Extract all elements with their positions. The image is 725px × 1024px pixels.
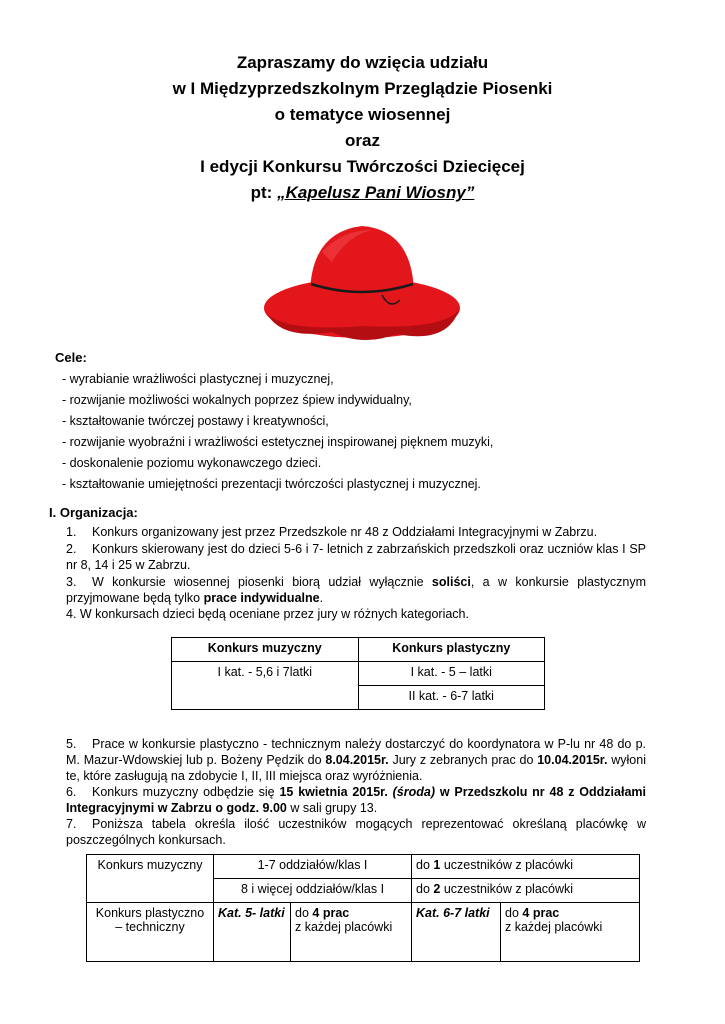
title-line-4: oraz xyxy=(345,131,380,150)
art-category-cell: II kat. - 6-7 latki xyxy=(358,686,545,710)
units-range-cell: 8 i więcej oddziałów/klas I xyxy=(214,879,412,903)
org-point-3 xyxy=(66,574,646,606)
goal-item: - doskonalenie poziomu wykonawczego dzieci. xyxy=(62,456,322,470)
title-line-1: Zapraszamy do wzięcia udziału xyxy=(236,53,489,72)
point-text: Konkurs muzyczny odbędzie się xyxy=(92,785,280,799)
category-cell: Kat. 5- latki xyxy=(214,903,291,962)
art-category-cell: I kat. - 5 – latki xyxy=(358,662,545,686)
point-number: 3. xyxy=(66,575,77,589)
red-hat-image xyxy=(262,222,462,352)
organization-heading: I. Organizacja: xyxy=(49,505,138,520)
categories-table xyxy=(171,637,545,710)
org-point-6 xyxy=(66,784,646,816)
point-text: Poniższa tabela określa ilość uczestników mogących reprezentować określaną placówkę w poszczególnych konkursach. xyxy=(66,817,646,847)
participants-limit-cell: do 2 uczestników z placówki xyxy=(412,879,640,903)
soloists-emphasis: soliści xyxy=(431,575,471,589)
org-point-2 xyxy=(66,541,646,573)
works-limit-cell: do 4 prac z każdej placówki xyxy=(501,903,640,962)
goal-item: - rozwijanie wyobraźni i wrażliwości estetycznej inspirowanej pięknem muzyki, xyxy=(62,435,494,449)
individual-works-emphasis: prace indywidualne xyxy=(203,591,320,605)
event-date: 15 kwietnia 2015r. xyxy=(279,785,393,799)
title-prefix: pt: xyxy=(250,183,278,202)
event-weekday: (środa) xyxy=(392,785,436,799)
art-contest-header: Konkurs plastyczny xyxy=(358,638,545,662)
org-point-4: 4. W konkursach dzieci będą oceniane przez jury w różnych kategoriach. xyxy=(66,607,469,621)
category-cell: Kat. 6-7 latki xyxy=(412,903,501,962)
point-number: 7. xyxy=(66,817,77,831)
title-line-5: I edycji Konkursu Twórczości Dziecięcej xyxy=(200,157,525,176)
goal-item: - kształtowanie twórczej postawy i kreatywności, xyxy=(62,414,329,428)
participants-limit-cell: do 1 uczestników z placówki xyxy=(412,855,640,879)
point-text: W konkursie wiosennej piosenki biorą udział wyłącznie xyxy=(92,575,432,589)
music-contest-header: Konkurs muzyczny xyxy=(172,638,359,662)
point-text: wyłoni te, które zasługują na zdobycie I, II, III miejsca oraz wyróżnienia. xyxy=(66,753,646,783)
point-text: Prace w konkursie plastyczno - technicznym należy dostarczyć do koordynatora w P-lu nr 48 do p. M. Mazur-Wdowskiej lub p. Bożeny Pędzik do xyxy=(66,737,646,767)
point-number: 1. xyxy=(66,525,77,539)
participants-table xyxy=(86,854,640,962)
org-point-5 xyxy=(66,736,646,784)
point-number: 5. xyxy=(66,737,77,751)
point-text: , a w konkursie plastycznym przyjmowane będą tylko xyxy=(66,575,647,605)
point-text: Konkurs organizowany jest przez Przedszkole nr 48 z Oddziałami Integracyjnymi w Zabrzu. xyxy=(92,525,598,539)
goals-heading: Cele: xyxy=(55,350,87,365)
contest-name: „Kapelusz Pani Wiosny” xyxy=(277,183,475,202)
point-number: 6. xyxy=(66,785,77,799)
goals-list xyxy=(62,369,493,495)
jury-date: 10.04.2015r. xyxy=(537,753,608,767)
point-text: w sali grupy 13. xyxy=(286,801,378,815)
point-text: Jury z zebranych prac do xyxy=(388,753,538,767)
music-contest-cell: Konkurs muzyczny xyxy=(87,855,214,903)
org-point-1 xyxy=(66,524,646,540)
title-line-2: w I Międzyprzedszkolnym Przeglądzie Piosenki xyxy=(172,79,553,98)
art-contest-cell: Konkurs plastyczno – techniczny xyxy=(87,903,214,962)
point-number: 2. xyxy=(66,542,77,556)
title-line-3: o tematyce wiosennej xyxy=(274,105,451,124)
title-line-6 xyxy=(0,180,725,206)
goal-item: - kształtowanie umiejętności prezentacji twórczości plastycznej i muzycznej. xyxy=(62,477,481,491)
music-category-cell: I kat. - 5,6 i 7latki xyxy=(172,662,359,710)
works-limit-cell: do 4 prac z każdej placówki xyxy=(291,903,412,962)
deadline-date: 8.04.2015r. xyxy=(325,753,389,767)
point-text: . xyxy=(319,591,324,605)
goal-item: - wyrabianie wrażliwości plastycznej i muzycznej, xyxy=(62,372,334,386)
point-text: Konkurs skierowany jest do dzieci 5-6 i 7- letnich z zabrzańskich przedszkoli oraz uczniów klas I SP nr 8, 14 i 25 w Zabrzu. xyxy=(66,542,646,572)
org-point-7 xyxy=(66,816,646,848)
event-venue: w Przedszkolu nr 48 z Oddziałami Integracyjnymi w Zabrzu o godz. 9.00 xyxy=(66,785,646,815)
units-range-cell: 1-7 oddziałów/klas I xyxy=(214,855,412,879)
goal-item: - rozwijanie możliwości wokalnych poprzez śpiew indywidualny, xyxy=(62,393,412,407)
invitation-title xyxy=(0,50,725,206)
